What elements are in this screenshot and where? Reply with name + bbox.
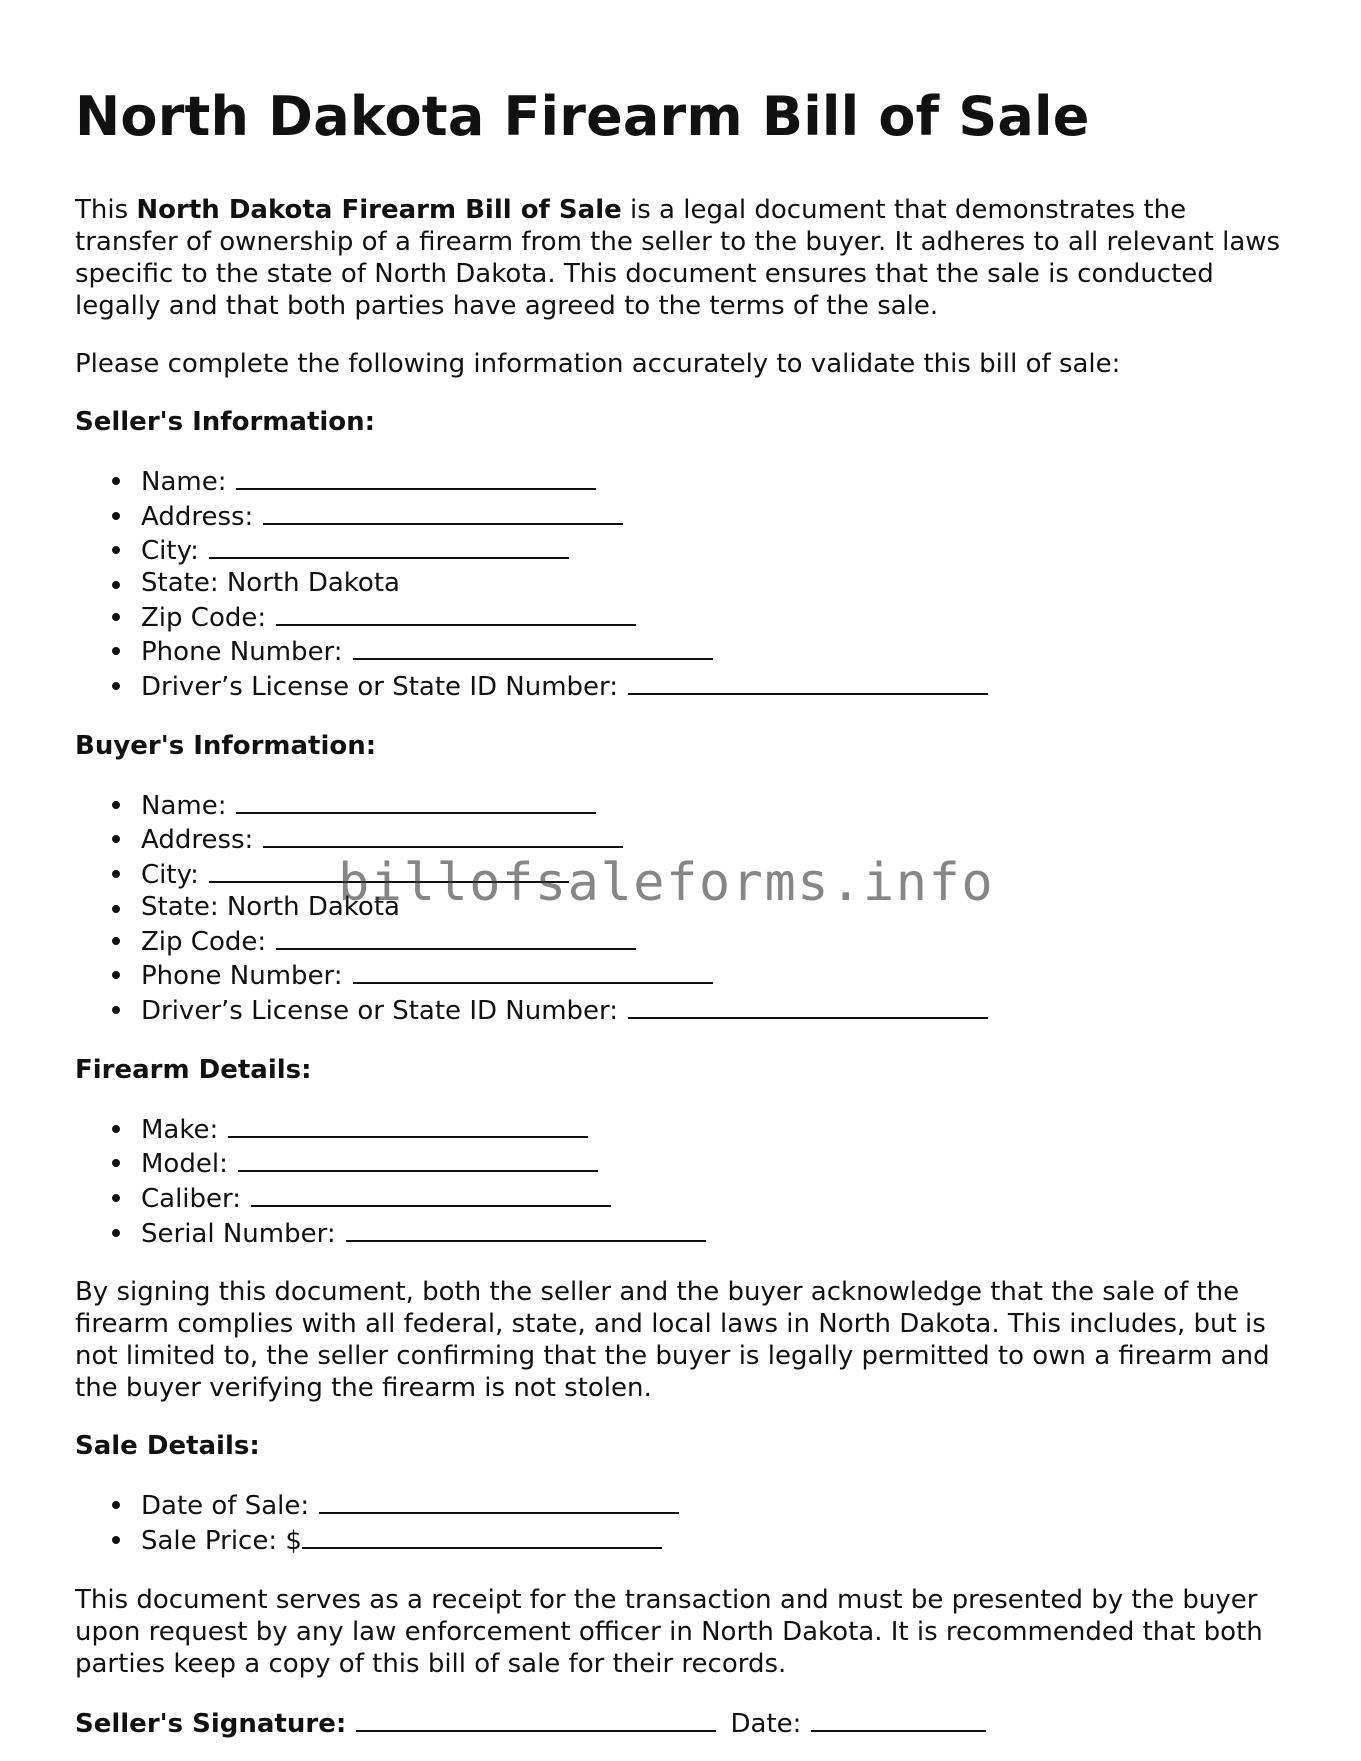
buyer-zip-field[interactable]: [276, 924, 636, 950]
buyer-phone-field[interactable]: [353, 958, 713, 984]
seller-city-item: [141, 533, 1290, 568]
sale-list: [75, 1488, 1290, 1557]
seller-name-item: [141, 464, 1290, 499]
seller-zip-label: Zip Code:: [141, 602, 267, 633]
sale-date-item: [141, 1488, 1290, 1523]
firearm-serial-item: [141, 1216, 1290, 1251]
intro-bold-title: North Dakota Firearm Bill of Sale: [136, 194, 622, 225]
intro-paragraph: [75, 194, 1290, 322]
buyer-license-label: Driver’s License or State ID Number:: [141, 995, 619, 1026]
sale-price-field[interactable]: [302, 1523, 662, 1549]
buyer-address-field[interactable]: [263, 822, 623, 848]
buyer-name-item: [141, 788, 1290, 823]
seller-license-item: [141, 669, 1290, 704]
buyer-zip-label: Zip Code:: [141, 926, 267, 957]
buyer-phone-label: Phone Number:: [141, 961, 343, 992]
seller-phone-label: Phone Number:: [141, 637, 343, 668]
sale-date-label: Date of Sale:: [141, 1491, 310, 1522]
firearm-model-field[interactable]: [238, 1146, 598, 1172]
sale-price-label: Sale Price: $: [141, 1526, 302, 1557]
buyer-address-label: Address:: [141, 825, 254, 856]
intro-prefix: This: [75, 194, 137, 225]
seller-city-field[interactable]: [209, 533, 569, 559]
firearm-make-field[interactable]: [228, 1112, 588, 1138]
seller-name-label: Name:: [141, 466, 227, 497]
buyer-address-item: [141, 822, 1290, 857]
intro-suffix: is a legal document that demonstrates the transfer of ownership of a firearm from the seller to the buyer. It adheres to all relevant laws specific to the state of North Dakota. This document ensures that the sale is conducted legally and that both parties have agreed to the terms of the sale.: [75, 194, 1281, 321]
seller-heading: Seller's Information:: [75, 406, 376, 437]
buyer-zip-item: [141, 924, 1290, 959]
seller-address-item: [141, 499, 1290, 534]
firearm-list: [75, 1112, 1290, 1251]
signature-date-field[interactable]: [811, 1706, 986, 1732]
firearm-make-label: Make:: [141, 1114, 219, 1145]
seller-address-field[interactable]: [263, 499, 623, 525]
buyer-state-label: State: North Dakota: [141, 891, 400, 922]
sale-heading: Sale Details:: [75, 1431, 260, 1462]
seller-state-item: [141, 568, 1290, 600]
seller-zip-field[interactable]: [276, 600, 636, 626]
firearm-model-item: [141, 1146, 1290, 1181]
buyer-phone-item: [141, 958, 1290, 993]
receipt-paragraph: This document serves as a receipt for the transaction and must be presented by the buyer upon request by any law enforcement officer in North Dakota. It is recommended that both parties keep a copy of this bill of sale for their records.: [75, 1584, 1263, 1679]
firearm-make-item: [141, 1112, 1290, 1147]
seller-name-field[interactable]: [236, 464, 596, 490]
seller-zip-item: [141, 600, 1290, 635]
firearm-model-label: Model:: [141, 1149, 228, 1180]
seller-phone-item: [141, 634, 1290, 669]
firearm-heading: Firearm Details:: [75, 1054, 312, 1085]
page-title: North Dakota Firearm Bill of Sale: [75, 85, 1090, 148]
firearm-caliber-label: Caliber:: [141, 1184, 242, 1215]
firearm-serial-label: Serial Number:: [141, 1218, 336, 1249]
signature-date-label: Date:: [730, 1708, 802, 1739]
acknowledgement-paragraph: By signing this document, both the seller and the buyer acknowledge that the sale of the firearm complies with all federal, state, and local laws in North Dakota. This includes, but is not limited to, the seller confirming that the buyer is legally permitted to own a firearm and the buyer verifying the firearm is not stolen.: [75, 1277, 1270, 1404]
buyer-name-field[interactable]: [236, 788, 596, 814]
sale-date-field[interactable]: [319, 1488, 679, 1514]
seller-signature-label: Seller's Signature:: [75, 1708, 347, 1739]
buyer-license-field[interactable]: [628, 993, 988, 1019]
buyer-city-label: City:: [141, 860, 199, 891]
buyer-list: [75, 788, 1290, 1028]
buyer-name-label: Name:: [141, 790, 227, 821]
buyer-city-field[interactable]: [209, 857, 569, 883]
seller-list: [75, 464, 1290, 704]
instruction-text: Please complete the following information accurately to validate this bill of sale:: [75, 348, 1121, 379]
sale-price-item: [141, 1523, 1290, 1558]
buyer-city-item: [141, 857, 1290, 892]
seller-city-label: City:: [141, 536, 199, 567]
seller-signature-line: [75, 1706, 1290, 1740]
buyer-license-item: [141, 993, 1290, 1028]
buyer-heading: Buyer's Information:: [75, 730, 377, 761]
firearm-caliber-field[interactable]: [251, 1181, 611, 1207]
seller-phone-field[interactable]: [353, 634, 713, 660]
document-page: [75, 85, 1290, 1740]
seller-address-label: Address:: [141, 501, 254, 532]
seller-state-label: State: North Dakota: [141, 567, 400, 598]
buyer-state-item: [141, 892, 1290, 924]
firearm-serial-field[interactable]: [346, 1216, 706, 1242]
seller-license-label: Driver’s License or State ID Number:: [141, 672, 619, 703]
firearm-caliber-item: [141, 1181, 1290, 1216]
watermark-text: billofsaleforms.info: [338, 853, 995, 913]
seller-license-field[interactable]: [628, 669, 988, 695]
seller-signature-field[interactable]: [356, 1706, 716, 1732]
